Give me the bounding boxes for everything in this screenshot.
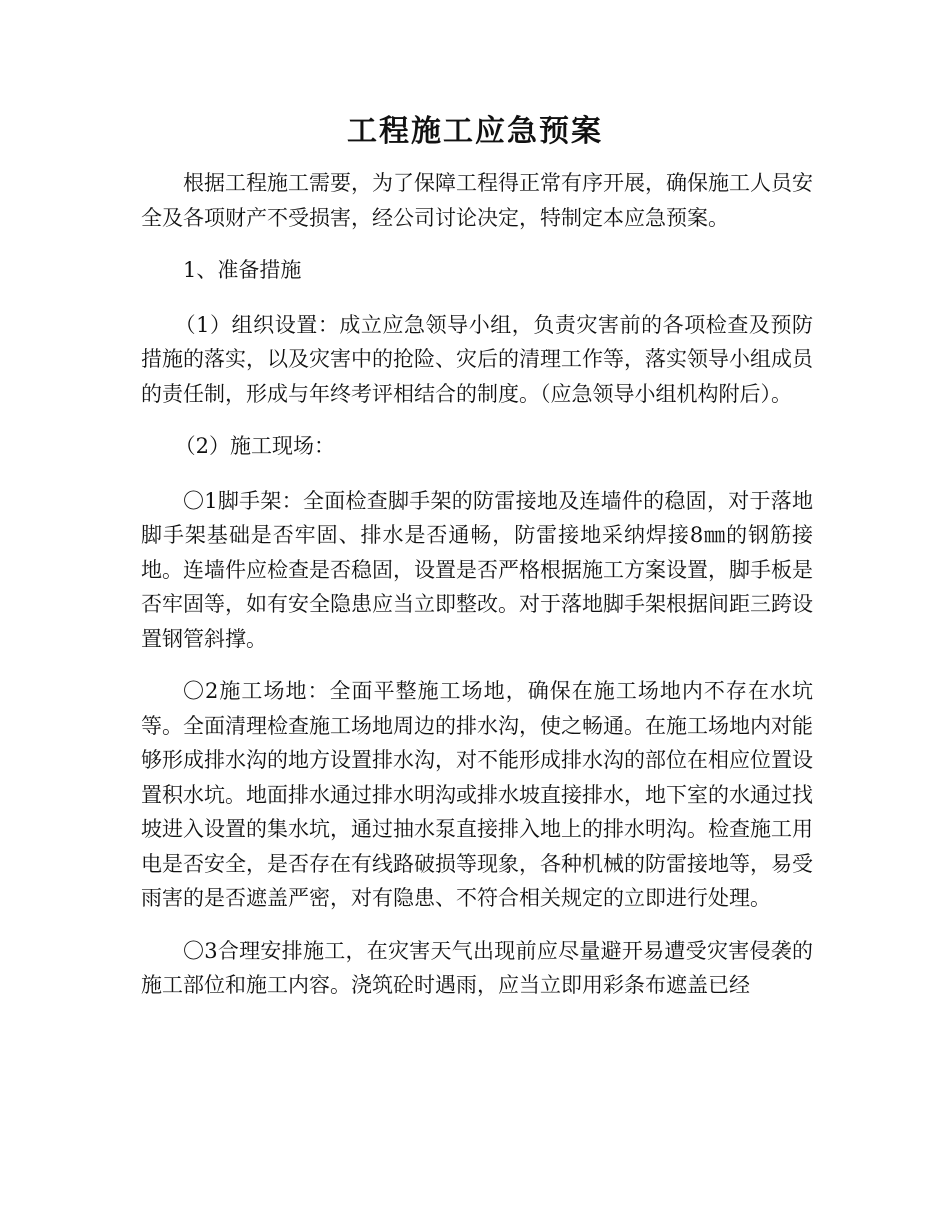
circle-item-scaffolding: 〇1脚手架：全面检查脚手架的防雷接地及连墙件的稳固，对于落地脚手架基础是否牢固、排水是否通畅，防雷接地采纳焊接8㎜的钢筋接地。连墙件应检查是否稳固，设置是否严格根据施工方案设置，脚手板是否牢固等，如有安全隐患应当立即整改。对于落地脚手架根据间距三跨设置钢管斜撑。 bbox=[141, 488, 813, 651]
item-organization-setup: （1）组织设置：成立应急领导小组，负责灾害前的各项检查及预防措施的落实，以及灾害中的抢险、灾后的清理工作等，落实领导小组成员的责任制，形成与年终考评相结合的制度。（应急领导小组机构附后）。 bbox=[141, 312, 813, 406]
item-construction-site: （2）施工现场： bbox=[174, 434, 335, 458]
circle-item-site: 〇2施工场地：全面平整施工场地，确保在施工场地内不存在水坑等。全面清理检查施工场地周边的排水沟，使之畅通。在施工场地内对能够形成排水沟的地方设置排水沟，对不能形成排水沟的部位在相应位置设置积水坑。地面排水通过排水明沟或排水坡直接排水，地下室的水通过找坡进入设置的集水坑，通过抽水泵直接排入地上的排水明沟。检查施工用电是否安全，是否存在有线路破损等现象，各种机械的防雷接地等，易受雨害的是否遮盖严密，对有隐患、不符合相关规定的立即进行处理。 bbox=[141, 679, 813, 910]
circle-item-scheduling: 〇3合理安排施工，在灾害天气出现前应尽量避开易遭受灾害侵袭的施工部位和施工内容。浇筑砼时遇雨，应当立即用彩条布遮盖已经 bbox=[141, 938, 813, 997]
document-body bbox=[141, 166, 813, 1021]
intro-paragraph: 根据工程施工需要，为了保障工程得正常有序开展，确保施工人员安全及各项财产不受损害，经公司讨论决定，特制定本应急预案。 bbox=[141, 171, 813, 230]
section-heading-preparation: 1、准备措施 bbox=[183, 258, 302, 282]
document-title: 工程施工应急预案 bbox=[347, 114, 603, 149]
